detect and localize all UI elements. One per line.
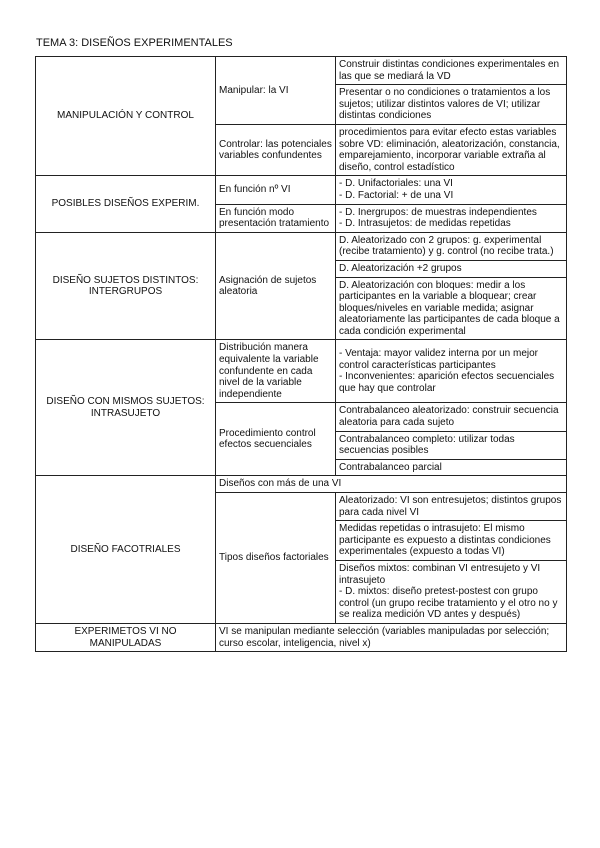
mixtos-line-2: - D. mixtos: diseño pretest-postest con grupo control (un grupo recibe tratamiento y el otro no y se realiza medición VD antes y después) — [339, 586, 558, 621]
distribucion-detail — [336, 340, 567, 403]
manipular-detail-2: Presentar o no condiciones o tratamientos a los sujetos; utilizar distintos valores de VI; utilizar distintas condiciones — [336, 85, 567, 125]
procedimiento-label: Procedimiento control efectos secuenciales — [216, 403, 336, 476]
table-row — [36, 232, 567, 260]
section-intrasujeto: DISEÑO CON MISMOS SUJETOS: INTRASUJETO — [36, 340, 216, 476]
distribucion-label: Distribución manera equivalente la variable confundente en cada nivel de la variable independiente — [216, 340, 336, 403]
table-row — [36, 476, 567, 493]
mixtos-line-1: Diseños mixtos: combinan VI entresujeto y VI intrasujeto — [339, 562, 541, 586]
section-posibles-disenos: POSIBLES DISEÑOS EXPERIM. — [36, 176, 216, 232]
asignacion-detail-2: D. Aleatorización +2 grupos — [336, 260, 567, 277]
section-no-manipuladas: EXPERIMETOS VI NO MANIPULADAS — [36, 623, 216, 651]
procedimiento-detail-1: Contrabalanceo aleatorizado: construir secuencia aleatoria para cada sujeto — [336, 403, 567, 431]
funcion-modo-line-1: - D. Inergrupos: de muestras independientes — [339, 206, 537, 218]
table-row — [36, 176, 567, 204]
funcion-vi-line-1: - D. Unifactoriales: una VI — [339, 178, 453, 190]
asignacion-detail-1: D. Aleatorizado con 2 grupos: g. experimental (recibe tratamiento) y g. control (no recibe trata.) — [336, 232, 567, 260]
no-manipuladas-detail: VI se manipulan mediante selección (variables manipuladas por selección; curso escolar, inteligencia, nivel x) — [216, 623, 567, 651]
page-title: TEMA 3: DISEÑOS EXPERIMENTALES — [36, 37, 233, 49]
tipos-label: Tipos diseños factoriales — [216, 493, 336, 624]
summary-table — [35, 56, 567, 652]
asignacion-detail-3: D. Aleatorización con bloques: medir a los participantes en la variable a bloquear; crear bloques/niveles en variable medida; asignar aleatoriamente las participantes de cada bloque a cada condición experimental — [336, 277, 567, 340]
funcion-vi-detail — [336, 176, 567, 204]
mas-vi-label: Diseños con más de una VI — [216, 476, 567, 493]
funcion-vi-line-2: - D. Factorial: + de una VI — [339, 189, 454, 201]
asignacion-label: Asignación de sujetos aleatoria — [216, 232, 336, 340]
manipular-label: Manipular: la VI — [216, 57, 336, 125]
distribucion-line-2: - Inconvenientes: aparición efectos secuenciales que hay que controlar — [339, 371, 555, 395]
controlar-detail: procedimientos para evitar efecto estas variables sobre VD: eliminación, aleatorización, constancia, emparejamiento, incorporar variable extraña al diseño, control estadístico — [336, 124, 567, 175]
table-row — [36, 623, 567, 651]
funcion-modo-detail — [336, 204, 567, 232]
section-manipulacion-control: MANIPULACIÓN Y CONTROL — [36, 57, 216, 176]
manipular-detail-1: Construir distintas condiciones experimentales en las que se mediará la VD — [336, 57, 567, 85]
tipos-detail-2: Medidas repetidas o intrasujeto: El mismo participante es expuesto a distintas condiciones experimentales (expuesto a todas VI) — [336, 521, 567, 561]
table-row — [36, 340, 567, 403]
controlar-label: Controlar: las potenciales variables confundentes — [216, 124, 336, 175]
procedimiento-detail-2: Contrabalanceo completo: utilizar todas secuencias posibles — [336, 431, 567, 459]
section-factoriales: DISEÑO FACOTRIALES — [36, 476, 216, 624]
funcion-vi-label: En función nº VI — [216, 176, 336, 204]
tipos-detail-1: Aleatorizado: VI son entresujetos; distintos grupos para cada nivel VI — [336, 493, 567, 521]
tipos-detail-3 — [336, 560, 567, 623]
procedimiento-detail-3: Contrabalanceo parcial — [336, 459, 567, 476]
table-row — [36, 57, 567, 85]
section-intergrupos: DISEÑO SUJETOS DISTINTOS: INTERGRUPOS — [36, 232, 216, 340]
distribucion-line-1: - Ventaja: mayor validez interna por un mejor control características participantes — [339, 348, 538, 371]
funcion-modo-label: En función modo presentación tratamiento — [216, 204, 336, 232]
funcion-modo-line-2: - D. Intrasujetos: de medidas repetidas — [339, 218, 511, 230]
